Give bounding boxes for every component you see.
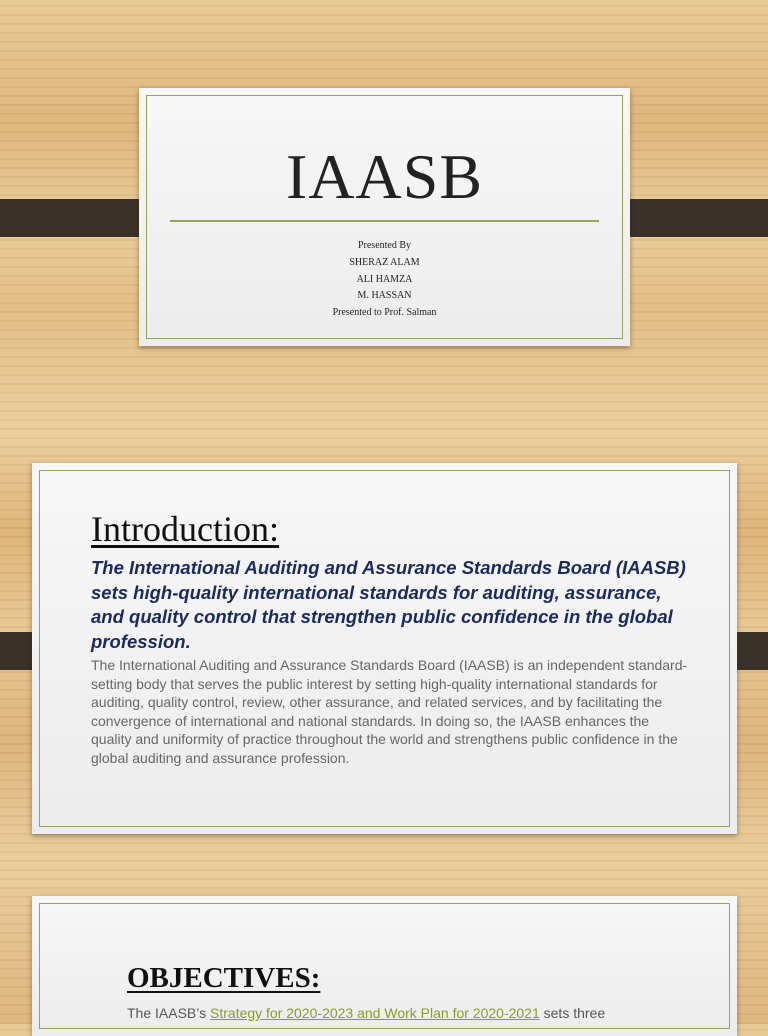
title-slide [139, 88, 630, 346]
slide-heading: OBJECTIVES: [127, 962, 321, 994]
presenters-block [139, 238, 630, 322]
slide1-left-strip [0, 199, 156, 237]
introduction-slide [32, 463, 737, 834]
slide-title: IAASB [285, 141, 484, 212]
presented-to-label: Presented to Prof. Salman [332, 307, 437, 319]
presenter-name: ALI HAMZA [356, 273, 413, 285]
slide1-right-strip [613, 199, 768, 237]
body-paragraph: The International Auditing and Assurance Standards Board (IAASB) is an independent standard-setting body that serves the public interest by setting high-quality international standards for auditing, quality control, review, other assurance, and related services, and by facilitating the convergence of international and national standards. In doing so, the IAASB enhances the quality and uniformity of practice throughout the world and strengthens public confidence in the global auditing and assurance profession. [91, 657, 688, 766]
lead-paragraph: The International Auditing and Assurance Standards Board (IAASB) sets high-quality international standards for auditing, assurance, and quality control that strengthen public confidence in the global profession. [91, 557, 686, 652]
presented-by-label: Presented By [357, 240, 412, 251]
strategy-link[interactable]: Strategy for 2020-2023 and Work Plan for 2020-2021 [210, 1005, 540, 1021]
body-paragraph [127, 1005, 605, 1021]
slide-heading: Introduction: [91, 509, 279, 549]
title-divider [170, 220, 599, 222]
body-text: The IAASB’s [127, 1005, 211, 1021]
presenter-name: SHERAZ ALAM [349, 256, 420, 268]
body-text: sets three [539, 1005, 606, 1021]
presenter-name: M. HASSAN [357, 290, 412, 302]
objectives-slide [32, 896, 737, 1036]
